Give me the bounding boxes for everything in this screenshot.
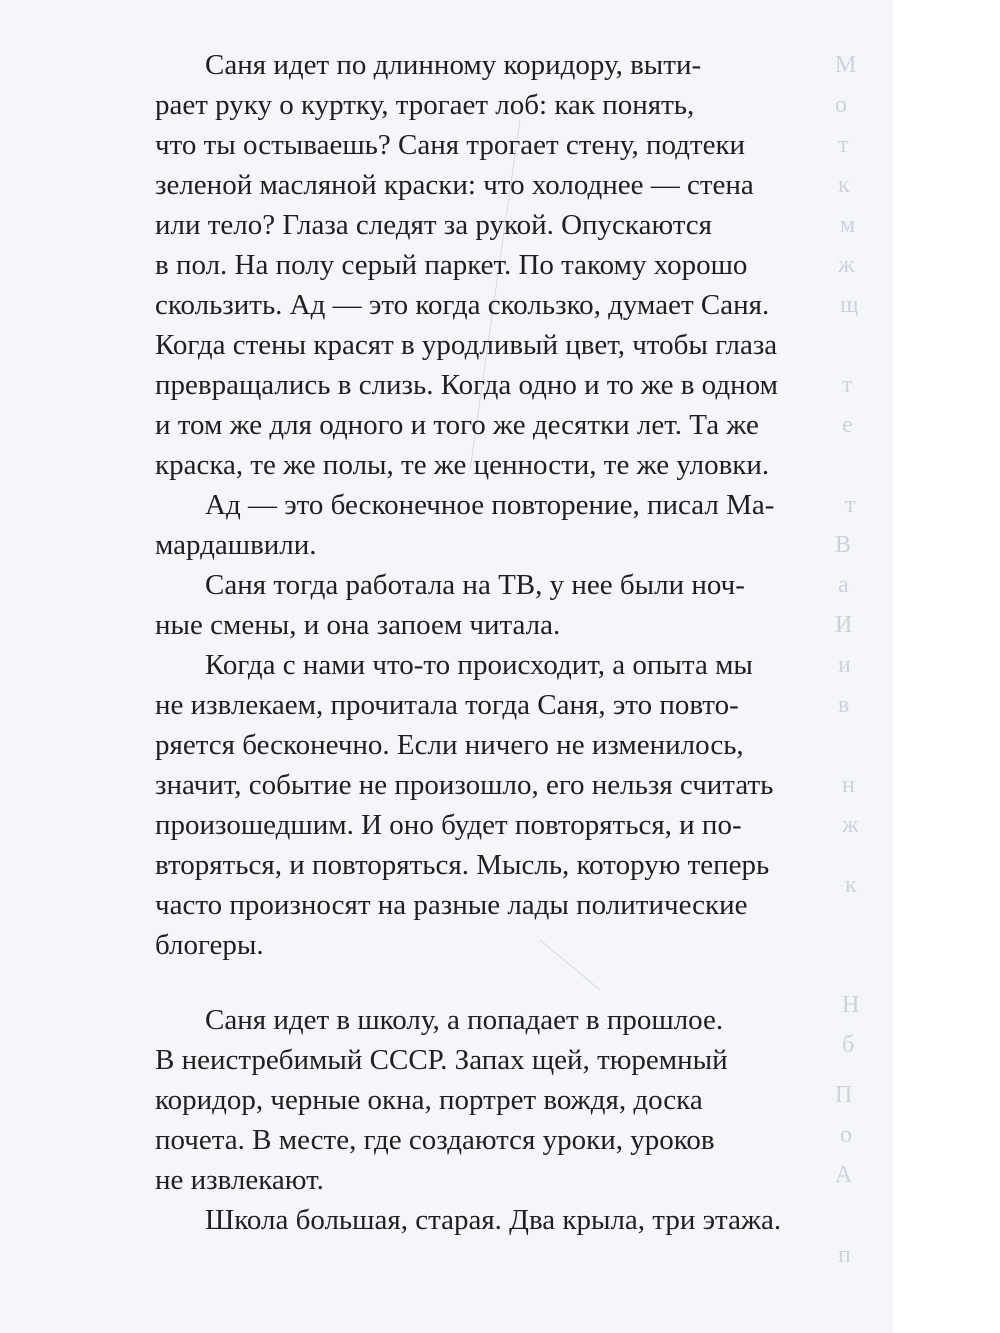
text-line: краска, те же полы, те же ценности, те же уловки.: [155, 449, 770, 481]
text-line: ряется бесконечно. Если ничего не изменилось,: [155, 729, 744, 761]
text-line: или тело? Глаза следят за рукой. Опускаются: [155, 209, 712, 241]
svg-text:к: к: [845, 872, 857, 898]
scan-margin: [893, 0, 1000, 1333]
text-line: Когда с нами что-то происходит, а опыта мы: [205, 649, 753, 681]
svg-text:И: И: [835, 612, 853, 638]
svg-text:в: в: [838, 692, 850, 718]
text-line: превращались в слизь. Когда одно и то же в одном: [155, 369, 778, 401]
text-line: значит, событие не произошло, его нельзя считать: [155, 769, 774, 801]
svg-text:о: о: [835, 92, 847, 118]
text-line: что ты остываешь? Саня трогает стену, подтеки: [155, 129, 746, 161]
svg-text:П: П: [835, 1082, 853, 1108]
svg-text:и: и: [838, 652, 851, 678]
svg-text:м: м: [840, 212, 856, 238]
text-line: Саня идет в школу, а попадает в прошлое.: [205, 1004, 724, 1036]
text-line: произошедшим. И оно будет повторяться, и по-: [155, 809, 742, 841]
svg-text:б: б: [842, 1032, 855, 1058]
text-line: Саня идет по длинному коридору, выти-: [205, 49, 702, 81]
text-line: блогеры.: [155, 929, 264, 961]
text-line: Ад — это бесконечное повторение, писал Ма-: [205, 489, 775, 521]
svg-text:п: п: [838, 1242, 851, 1268]
svg-text:А: А: [835, 1162, 853, 1188]
text-line: не извлекают.: [155, 1164, 324, 1196]
text-line: и том же для одного и того же десятки лет. Та же: [155, 409, 759, 441]
text-line: мардашвили.: [155, 529, 317, 561]
svg-text:В: В: [835, 532, 852, 558]
svg-text:т: т: [838, 132, 849, 158]
text-line: рает руку о куртку, трогает лоб: как понять,: [155, 89, 695, 121]
text-line: Саня тогда работала на ТВ, у нее были ноч-: [205, 569, 745, 601]
text-line: скользить. Ад — это когда скользко, думает Саня.: [155, 289, 770, 321]
text-line: часто произносят на разные лады политические: [155, 889, 748, 921]
svg-text:е: е: [842, 412, 853, 438]
text-line: В неистребимый СССР. Запах щей, тюремный: [155, 1044, 728, 1076]
text-line: ные смены, и она запоем читала.: [155, 609, 561, 641]
svg-text:а: а: [838, 572, 849, 598]
svg-text:о: о: [840, 1122, 852, 1148]
svg-text:ж: ж: [842, 812, 859, 838]
body-text: [155, 45, 875, 1240]
text-line: зеленой масляной краски: что холоднее — стена: [155, 169, 754, 201]
svg-text:Н: Н: [842, 992, 860, 1018]
svg-text:к: к: [838, 172, 850, 198]
text-line: коридор, черные окна, портрет вождя, доска: [155, 1084, 703, 1116]
svg-text:т: т: [845, 492, 856, 518]
svg-text:н: н: [842, 772, 855, 798]
svg-text:щ: щ: [840, 292, 859, 318]
text-line: в пол. На полу серый паркет. По такому хорошо: [155, 249, 748, 281]
text-line: не извлекаем, прочитала тогда Саня, это повто-: [155, 689, 739, 721]
text-line: Школа большая, старая. Два крыла, три этажа.: [205, 1204, 782, 1236]
text-line: почета. В месте, где создаются уроки, уроков: [155, 1124, 715, 1156]
text-line: Когда стены красят в уродливый цвет, чтобы глаза: [155, 329, 778, 361]
section-break: [155, 965, 875, 1000]
svg-text:ж: ж: [838, 252, 855, 278]
svg-text:т: т: [842, 372, 853, 398]
text-line: вторяться, и повторяться. Мысль, которую теперь: [155, 849, 770, 881]
svg-text:М: М: [835, 52, 857, 78]
